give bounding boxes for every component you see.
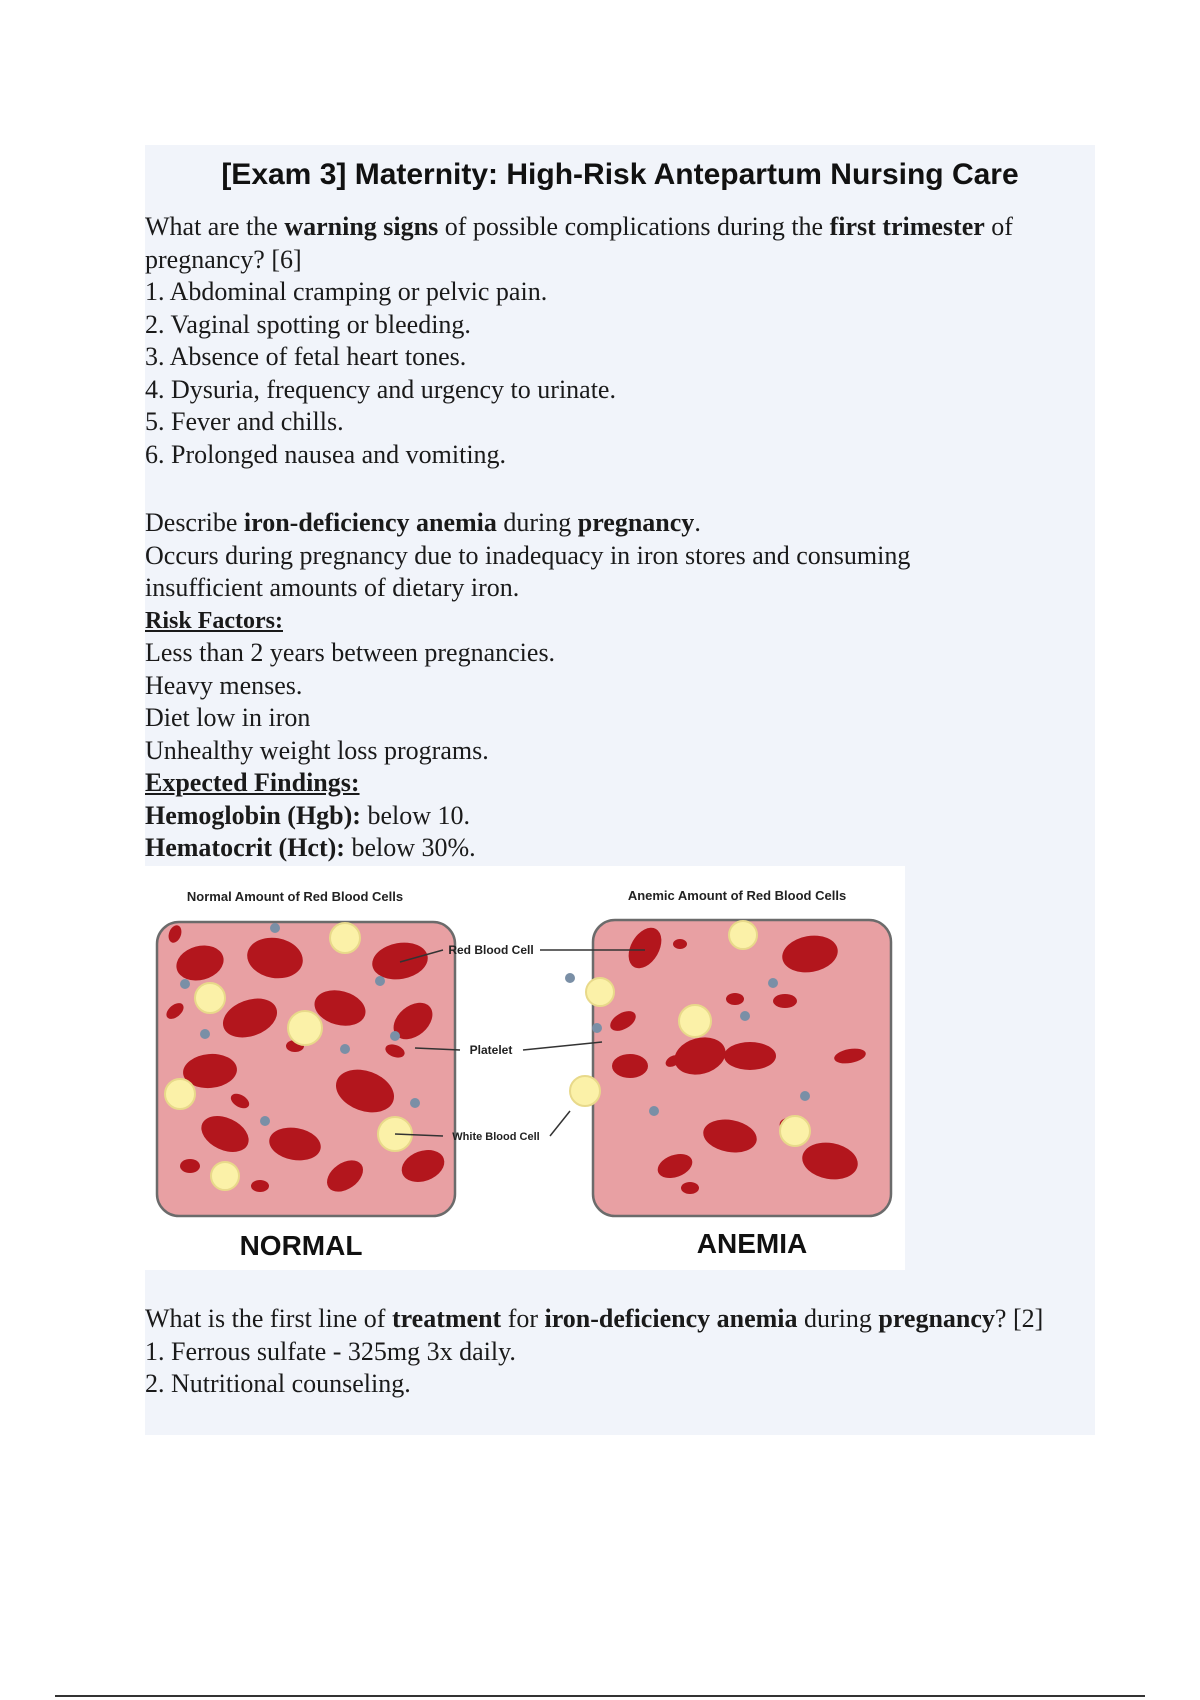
q3-bold-anemia: iron-deficiency anemia — [544, 1304, 798, 1333]
platelet — [390, 1031, 400, 1041]
red-blood-cell — [673, 939, 687, 949]
page-title: [Exam 3] Maternity: High-Risk Antepartum Nursing Care — [221, 158, 1019, 191]
white-blood-cell — [729, 921, 757, 949]
white-blood-cell — [679, 1005, 711, 1037]
q2-bold-anemia: iron-deficiency anemia — [243, 508, 497, 537]
q1-bold-first-trimester: first trimester — [829, 212, 985, 241]
q2-bold-pregnancy: pregnancy — [577, 508, 695, 537]
white-blood-cell — [165, 1079, 195, 1109]
description: Occurs during pregnancy due to inadequacy in iron stores and consuming insufficient amounts of dietary iron. — [145, 540, 911, 602]
finding-hct — [145, 832, 1095, 865]
platelet — [340, 1044, 350, 1054]
red-blood-cell — [724, 1042, 776, 1070]
list-item: Less than 2 years between pregnancies. — [145, 638, 556, 667]
q3-bold-treatment: treatment — [391, 1304, 502, 1333]
finding-label: Hematocrit (Hct): — [145, 833, 345, 862]
question-text — [145, 1303, 1095, 1336]
list-item: 6. Prolonged nausea and vomiting. — [145, 439, 507, 469]
finding-value: below 30%. — [344, 833, 476, 862]
q1-prefix: What are the — [145, 212, 285, 241]
white-blood-cell — [211, 1162, 239, 1190]
list-item: Heavy menses. — [145, 670, 303, 700]
list-item: 1. Ferrous sulfate - 325mg 3x daily. — [145, 1336, 516, 1366]
q1-bold-warning-signs: warning signs — [284, 212, 439, 241]
platelet — [375, 976, 385, 986]
white-blood-cell — [288, 1011, 322, 1045]
blood-cell-diagram — [145, 866, 905, 1270]
finding-label: Hemoglobin (Hgb): — [145, 800, 361, 830]
normal-caption: Normal Amount of Red Blood Cells — [186, 889, 404, 904]
platelet — [410, 1098, 420, 1108]
label-white-blood-cell: White Blood Cell — [452, 1131, 540, 1143]
list-item: 1. Abdominal cramping or pelvic pain. — [145, 277, 548, 306]
q2-prefix: Describe — [145, 508, 244, 537]
red-blood-cell — [251, 1180, 269, 1192]
page-bottom-rule — [55, 1695, 1145, 1697]
platelet — [740, 1011, 750, 1021]
platelet — [260, 1116, 270, 1126]
white-blood-cell — [570, 1076, 600, 1106]
q2-mid: during — [496, 508, 578, 537]
q3-suffix: ? [2] — [994, 1304, 1044, 1333]
question-text — [145, 211, 1095, 276]
platelet — [649, 1106, 659, 1116]
red-blood-cell — [773, 994, 797, 1008]
wbc-leader-line — [550, 1111, 570, 1136]
red-blood-cell — [612, 1054, 648, 1078]
anemic-caption: Anemic Amount of Red Blood Cells — [627, 888, 847, 903]
list-item: 5. Fever and chills. — [145, 407, 344, 436]
question-treatment — [145, 1303, 1095, 1401]
q3-prefix: What is the first line of — [145, 1304, 392, 1333]
list-item: 2. Nutritional counseling. — [145, 1369, 411, 1398]
finding-value: below 10. — [360, 800, 470, 830]
platelet — [200, 1029, 210, 1039]
q1-mid: of possible complications during the — [438, 212, 830, 241]
red-blood-cell — [726, 993, 744, 1005]
finding-hgb — [145, 800, 1095, 833]
q3-mid2: during — [797, 1304, 879, 1333]
platelet — [270, 923, 280, 933]
normal-title: NORMAL — [239, 1230, 363, 1261]
platelet — [592, 1023, 602, 1033]
list-item: Diet low in iron — [145, 703, 311, 732]
list-item: Unhealthy weight loss programs. — [145, 735, 489, 765]
q3-bold-pregnancy: pregnancy — [878, 1304, 995, 1333]
question-warning-signs — [145, 211, 1095, 471]
q3-mid1: for — [501, 1304, 545, 1333]
label-platelet: Platelet — [469, 1043, 513, 1057]
list-item: 3. Absence of fetal heart tones. — [145, 342, 467, 371]
red-blood-cell — [681, 1182, 699, 1194]
list-item: 4. Dysuria, frequency and urgency to urinate. — [145, 374, 616, 404]
q2-suffix: . — [694, 508, 701, 537]
q1-suffix: of pregnancy? [6] — [145, 212, 1013, 274]
label-red-blood-cell: Red Blood Cell — [448, 943, 534, 957]
platelet — [800, 1091, 810, 1101]
white-blood-cell — [780, 1116, 810, 1146]
blood-cell-figure — [145, 866, 905, 1270]
platelet — [768, 978, 778, 988]
question-iron-deficiency — [145, 507, 1095, 865]
question-text — [145, 507, 1095, 540]
white-blood-cell — [586, 978, 614, 1006]
white-blood-cell — [330, 923, 360, 953]
risk-factors-heading: Risk Factors: — [145, 607, 283, 634]
platelet-leader-line — [523, 1042, 602, 1050]
platelet — [565, 973, 575, 983]
expected-findings-heading: Expected Findings: — [145, 768, 360, 797]
platelet — [180, 979, 190, 989]
red-blood-cell — [180, 1159, 200, 1173]
anemia-title: ANEMIA — [696, 1228, 808, 1259]
list-item: 2. Vaginal spotting or bleeding. — [145, 309, 471, 339]
white-blood-cell — [195, 983, 225, 1013]
